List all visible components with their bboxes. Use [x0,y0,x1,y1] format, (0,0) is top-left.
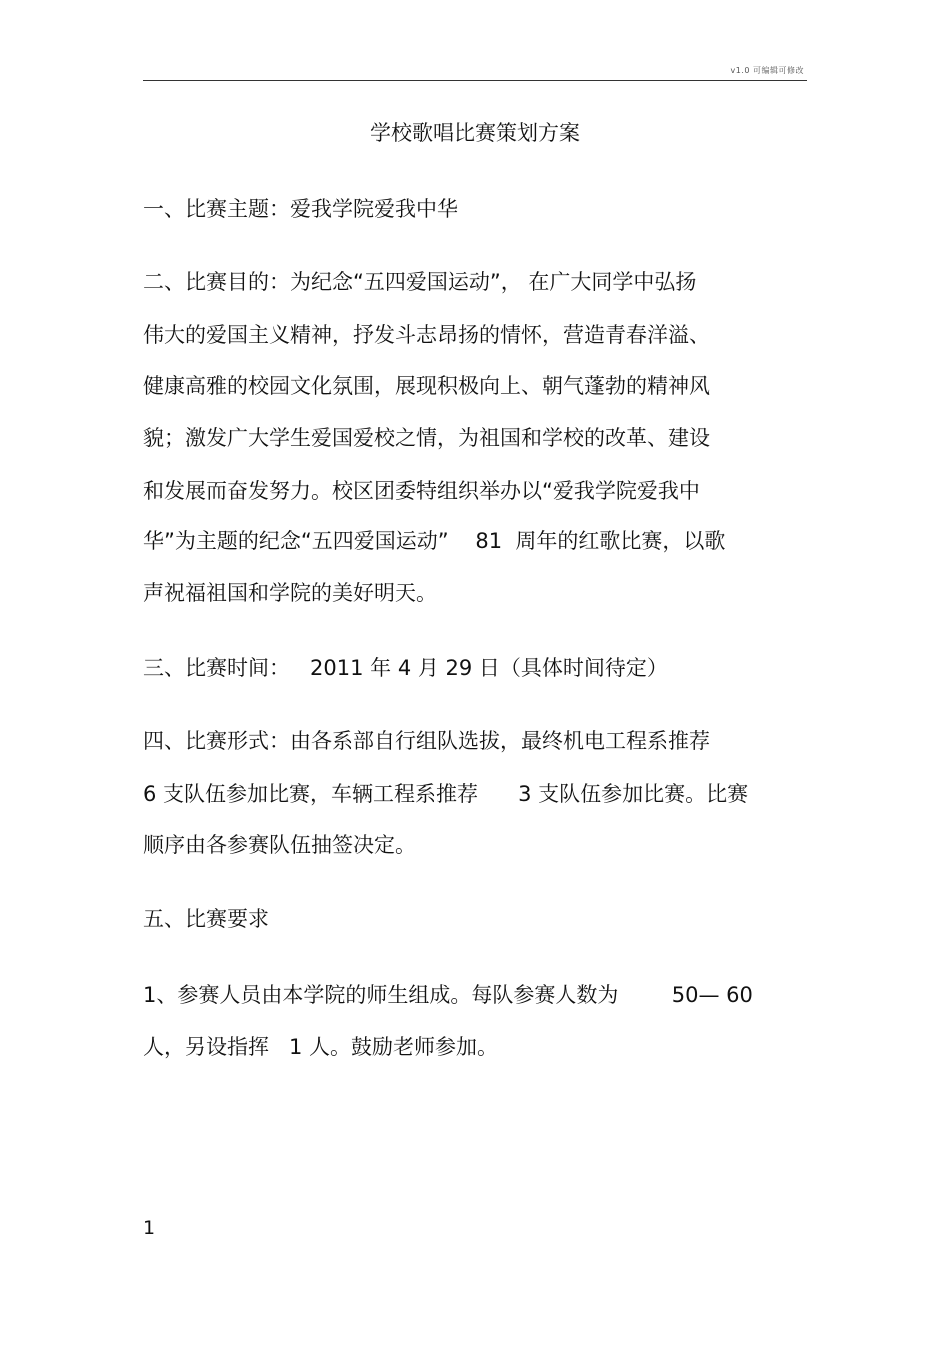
document-title: 学校歌唱比赛策划方案 [370,121,580,145]
requirement-1-line-1: 1、参赛人员由本学院的师生组成。每队参赛人数为 50— 60 [143,983,753,1007]
requirement-1-line-2: 人，另设指挥 1 人。鼓励老师参加。 [143,1035,499,1059]
section-format-line-2: 6 支队伍参加比赛，车辆工程系推荐 3 支队伍参加比赛。比赛 [143,782,749,806]
header-divider [143,80,807,81]
section-purpose-line-6: 华”为主题的纪念“五四爱国运动” 81 周年的红歌比赛，以歌 [143,529,726,553]
section-purpose-line-5: 和发展而奋发努力。校区团委特组织举办以“爱我学院爱我中 [143,479,700,503]
section-theme: 一、比赛主题：爱我学院爱我中华 [143,197,458,221]
section-purpose-line-7: 声祝福祖国和学院的美好明天。 [143,581,437,605]
section-time: 三、比赛时间： 2011 年 4 月 29 日（具体时间待定） [143,656,668,680]
section-requirements-heading: 五、比赛要求 [143,907,269,931]
section-purpose-line-1: 二、比赛目的：为纪念“五四爱国运动”， 在广大同学中弘扬 [143,270,697,294]
page-number: 1 [143,1217,156,1239]
section-purpose-line-2: 伟大的爱国主义精神，抒发斗志昂扬的情怀，营造青春洋溢、 [143,323,710,347]
section-purpose-line-4: 貌；激发广大学生爱国爱校之情，为祖国和学校的改革、建设 [143,426,710,450]
section-format-line-3: 顺序由各参赛队伍抽签决定。 [143,833,416,857]
header-version-label: v1.0 可编辑可修改 [730,66,804,75]
section-purpose-line-3: 健康高雅的校园文化氛围，展现积极向上、朝气蓬勃的精神风 [143,374,710,398]
section-format-line-1: 四、比赛形式：由各系部自行组队选拔，最终机电工程系推荐 [143,729,710,753]
